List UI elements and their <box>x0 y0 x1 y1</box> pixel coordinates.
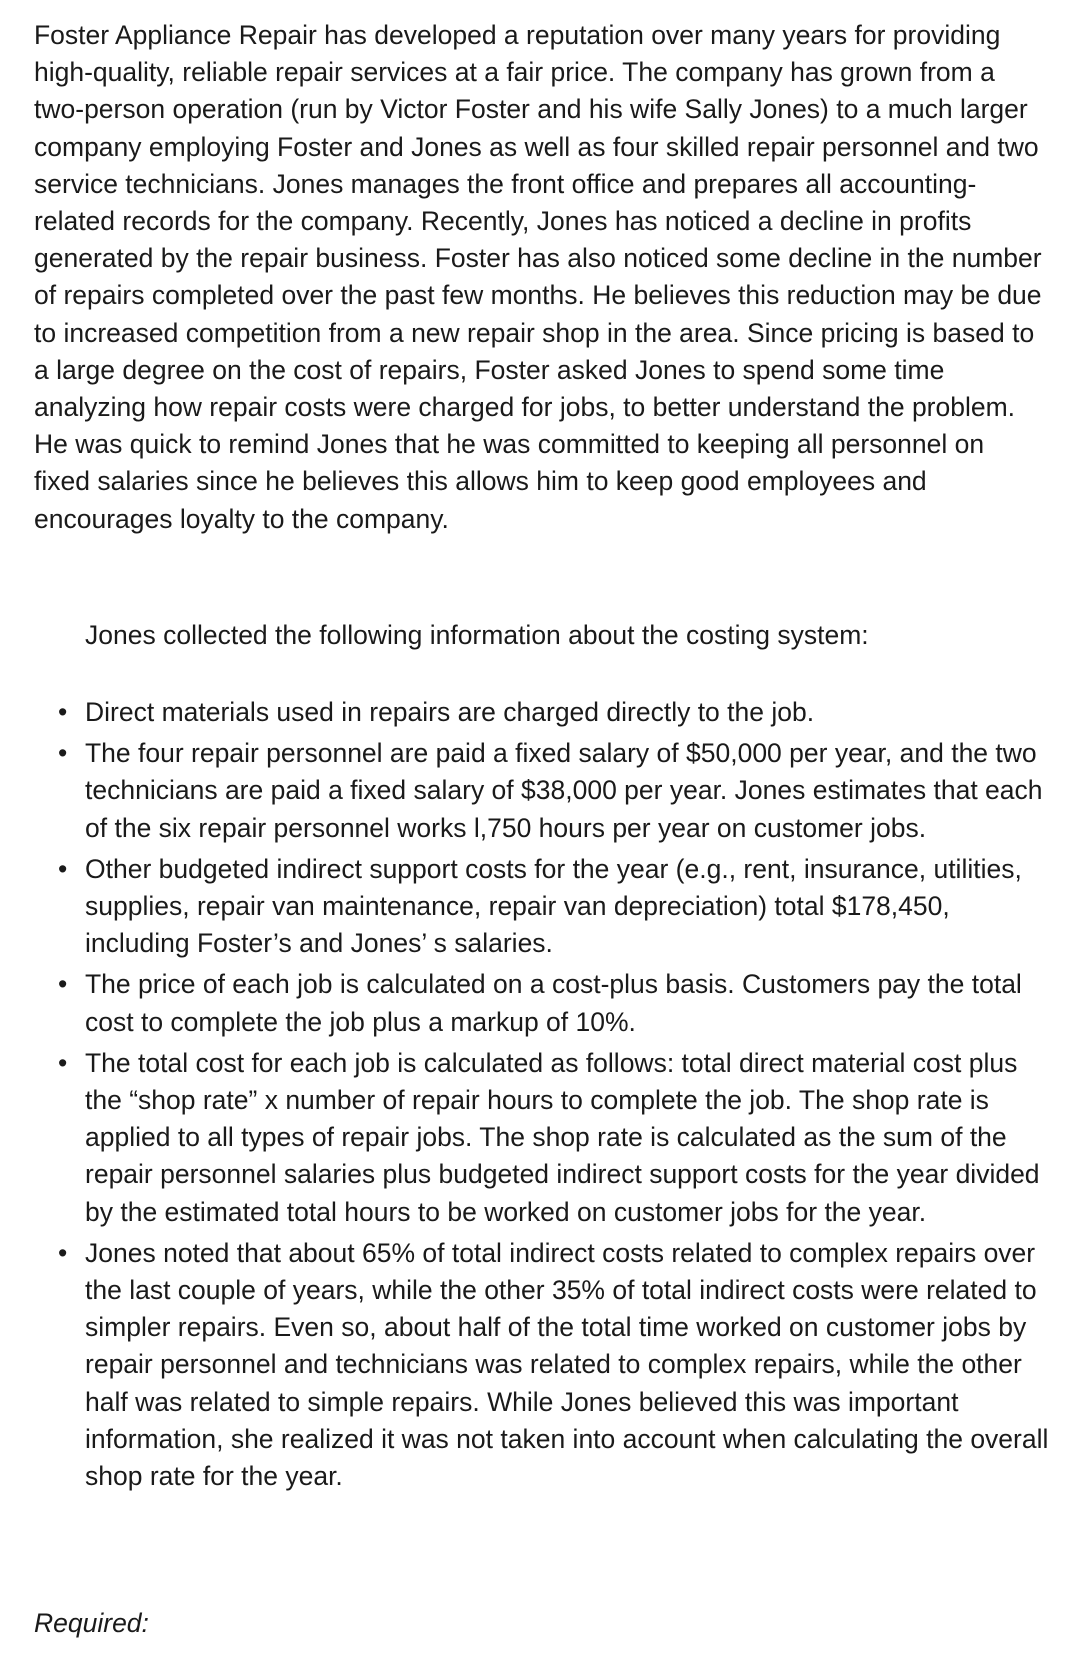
bullet-icon: • <box>58 738 68 769</box>
list-item-text: The price of each job is calculated on a cost-plus basis. Customers pay the total cost to complete the job plus a markup of 10%. <box>85 969 1022 1037</box>
bullet-icon: • <box>58 697 68 727</box>
intro-paragraph: Foster Appliance Repair has developed a reputation over many years for providing high-quality, reliable repair services at a fair price. The company has grown from a two-person operation (run by Victor Foster and his wife Sally Jones) to a much larger company employing Foster and Jones as well as four skilled repair personnel and two service technicians. Jones manages the front office and prepares all accounting-related records for the company. Recently, Jones has noticed a decline in profits generated by the repair business. Foster has also noticed some decline in the number of repairs completed over the past few months. He believes this reduction may be due to increased competition from a new repair shop in the area. Since pricing is based to a large degree on the cost of repairs, Foster asked Jones to spend some time analyzing how repair costs were charged for jobs, to better understand the problem. He was quick to remind Jones that he was committed to keeping all personnel on fixed salaries since he believes this allows him to keep good employees and encourages loyalty to the company. <box>34 20 1042 534</box>
costing-info-list <box>58 694 1058 1499</box>
list-item <box>58 1045 1058 1231</box>
required-heading: Required: <box>34 1608 149 1638</box>
list-item-text: Jones noted that about 65% of total indirect costs related to complex repairs over the last couple of years, while the other 35% of total indirect costs were related to simpler repairs. Even so, about half of the total time worked on customer jobs by repair personnel and technicians was related to complex repairs, while the other half was related to simple repairs. While Jones believed this was important information, she realized it was not taken into account when calculating the overall shop rate for the year. <box>85 1237 1049 1492</box>
list-item <box>58 694 1058 731</box>
bullet-icon: • <box>58 1237 68 1268</box>
bullet-icon: • <box>58 853 68 884</box>
info-lead-in: Jones collected the following information about the costing system: <box>85 620 869 650</box>
list-item-text: Direct materials used in repairs are charged directly to the job. <box>85 697 815 727</box>
list-item-text: Other budgeted indirect support costs for the year (e.g., rent, insurance, utilities, supplies, repair van maintenance, repair van depreciation) total $178,450, including Foster’s and Jones’ s salaries. <box>85 853 1022 959</box>
list-item <box>58 1235 1058 1495</box>
list-item <box>58 735 1058 847</box>
bullet-icon: • <box>58 1047 68 1078</box>
list-item-text: The total cost for each job is calculated as follows: total direct material cost plus the “shop rate” x number of repair hours to complete the job. The shop rate is applied to all types of repair jobs. The shop rate is calculated as the sum of the repair personnel salaries plus budgeted indirect support costs for the year divided by the estimated total hours to be worked on customer jobs for the year. <box>85 1047 1040 1227</box>
list-item <box>58 966 1058 1040</box>
list-item-text: The four repair personnel are paid a fixed salary of $50,000 per year, and the two technicians are paid a fixed salary of $38,000 per year. Jones estimates that each of the six repair personnel works l,750 hours per year on customer jobs. <box>85 738 1043 843</box>
list-item <box>58 851 1058 963</box>
bullet-icon: • <box>58 969 68 1000</box>
